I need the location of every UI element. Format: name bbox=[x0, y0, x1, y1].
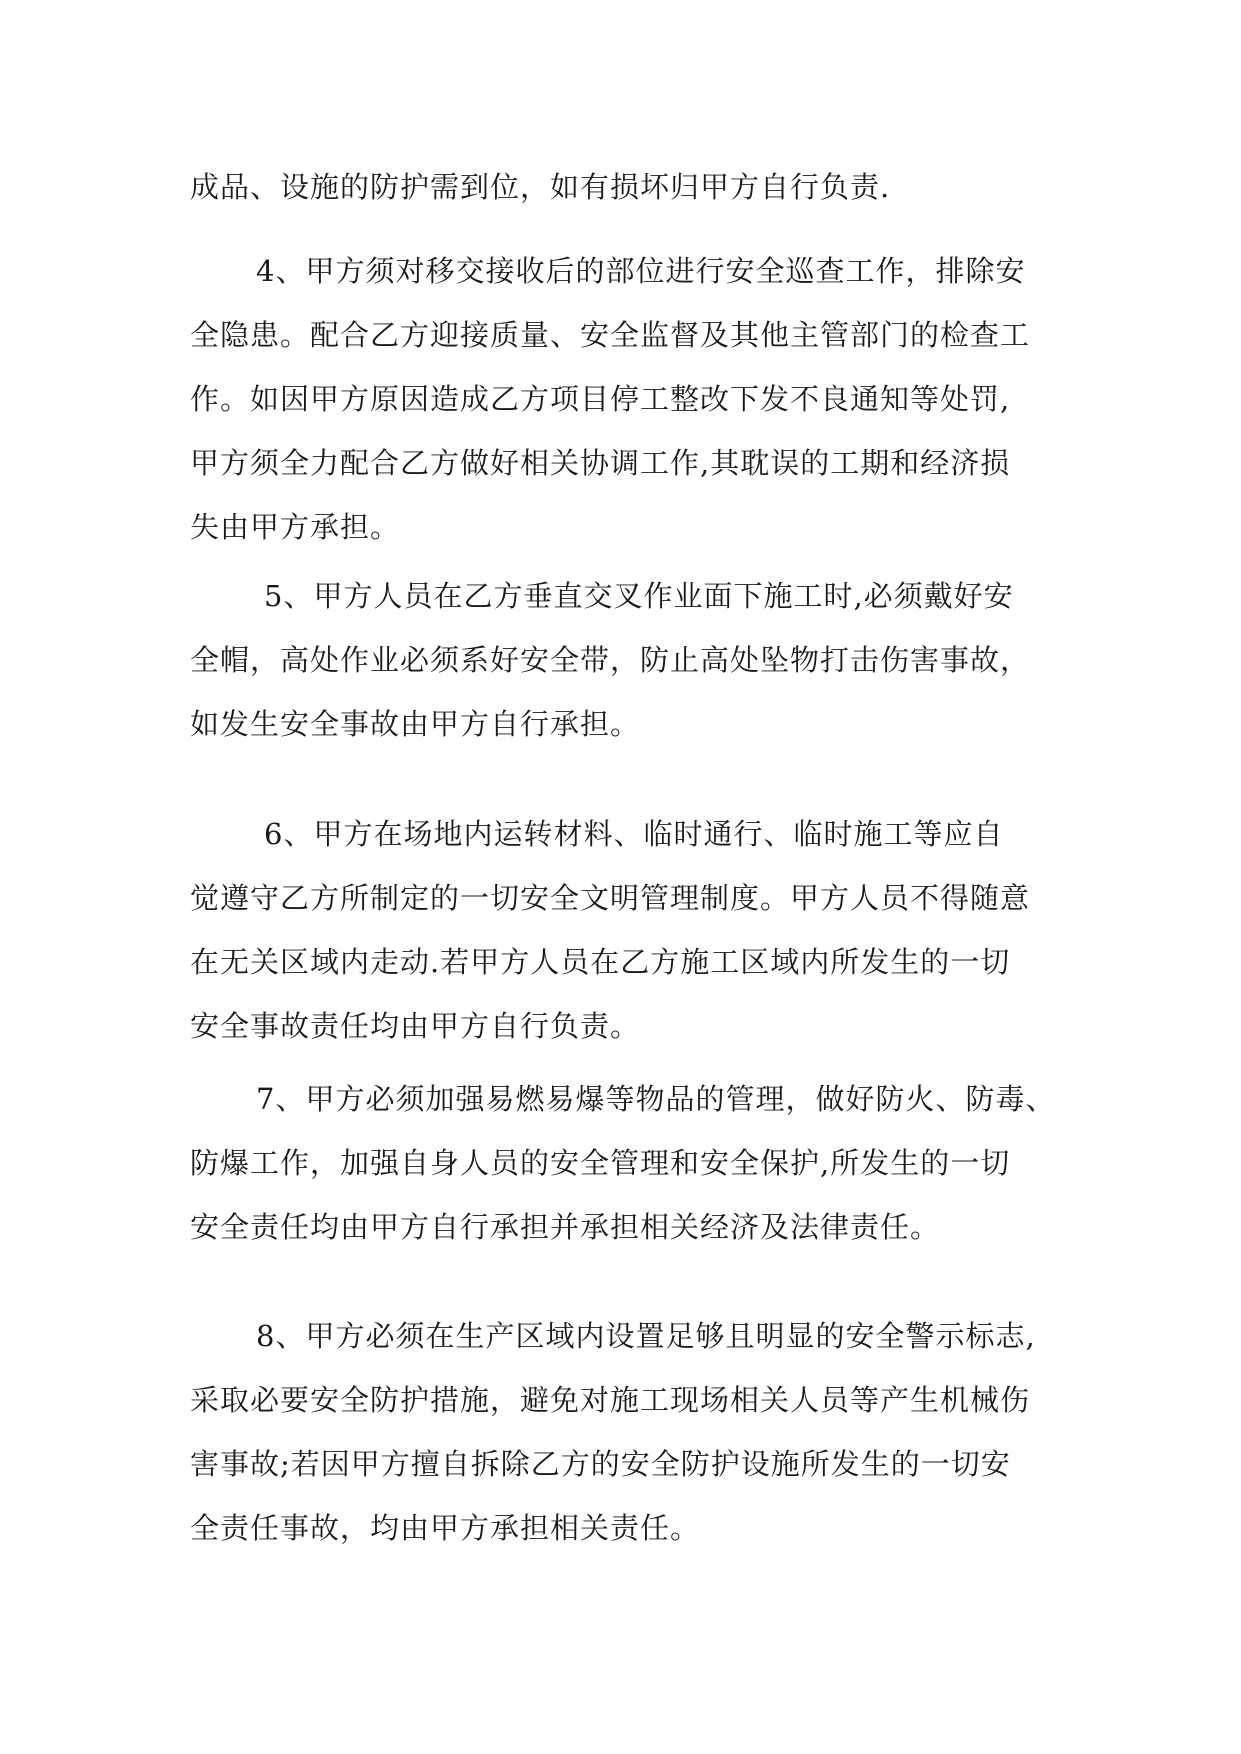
text-line: 作。如因甲方原因造成乙方项目停工整改下发不良通知等处罚, bbox=[190, 382, 1011, 416]
text-line: 觉遵守乙方所制定的一切安全文明管理制度。甲方人员不得随意 bbox=[190, 881, 1031, 915]
text-line: 如发生安全事故由甲方自行承担。 bbox=[190, 707, 641, 741]
text-line: 全帽，高处作业必须系好安全带，防止高处坠物打击伤害事故， bbox=[190, 643, 1031, 677]
text-line: 5、甲方人员在乙方垂直交叉作业面下施工时,必须戴好安 bbox=[264, 579, 1014, 613]
text-line: 安全责任均由甲方自行承担并承担相关经济及法律责任。 bbox=[190, 1210, 941, 1244]
clause-8-paragraph bbox=[190, 1304, 1060, 1560]
text-line: 甲方须全力配合乙方做好相关协调工作,其耽误的工期和经济损 bbox=[190, 446, 1011, 480]
paragraph-continuation bbox=[190, 155, 1060, 219]
clause-4-paragraph bbox=[190, 239, 1060, 559]
text-line: 防爆工作，加强自身人员的安全管理和安全保护,所发生的一切 bbox=[190, 1146, 1011, 1180]
clause-7-paragraph bbox=[190, 1067, 1060, 1259]
text-line: 失由甲方承担。 bbox=[190, 510, 401, 544]
clause-6-paragraph bbox=[190, 802, 1060, 1058]
text-line: 害事故;若因甲方擅自拆除乙方的安全防护设施所发生的一切安 bbox=[190, 1447, 1011, 1481]
text-line: 7、甲方必须加强易燃易爆等物品的管理，做好防火、防毒、 bbox=[256, 1082, 1056, 1116]
text-line: 8、甲方必须在生产区域内设置足够且明显的安全警示标志, bbox=[256, 1319, 1036, 1353]
text-line: 6、甲方在场地内运转材料、临时通行、临时施工等应自 bbox=[264, 817, 1004, 851]
text-line: 全隐患。配合乙方迎接质量、安全监督及其他主管部门的检查工 bbox=[190, 318, 1031, 352]
text-line: 采取必要安全防护措施，避免对施工现场相关人员等产生机械伤 bbox=[190, 1383, 1031, 1417]
clause-5-paragraph bbox=[190, 564, 1060, 756]
text-line: 全责任事故，均由甲方承担相关责任。 bbox=[190, 1511, 701, 1545]
text-line: 成品、设施的防护需到位，如有损坏归甲方自行负责. bbox=[190, 170, 891, 204]
text-line: 在无关区域内走动.若甲方人员在乙方施工区域内所发生的一切 bbox=[190, 945, 1011, 979]
text-line: 4、甲方须对移交接收后的部位进行安全巡查工作，排除安 bbox=[256, 254, 1026, 288]
text-line: 安全事故责任均由甲方自行负责。 bbox=[190, 1009, 641, 1043]
